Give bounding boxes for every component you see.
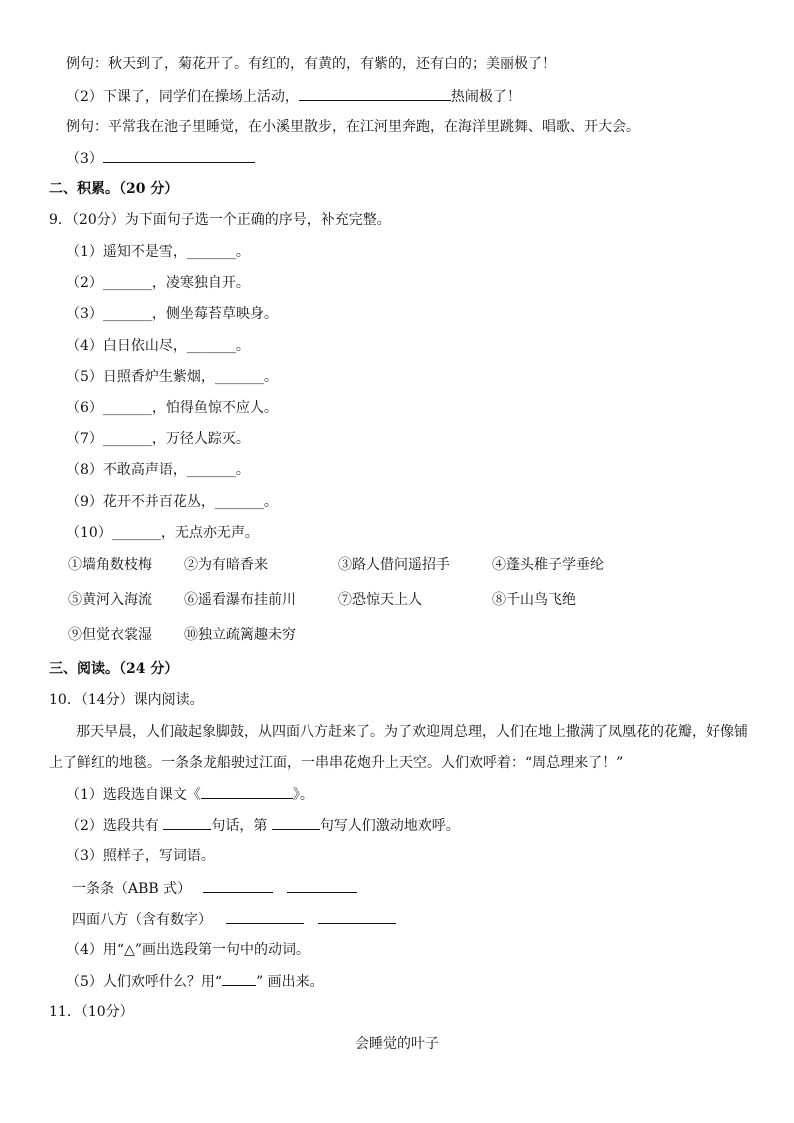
q9-header: 9．（20分）为下面句子选一个正确的序号，补充完整。 xyxy=(49,212,391,228)
q10-sub-2 xyxy=(66,815,460,836)
q9-option: ⑨但觉衣裳湿 xyxy=(68,627,152,643)
q10-sub-5-prefix: （5）人们欢呼什么？用“ xyxy=(66,974,223,990)
q10-sub-1-prefix: （1）选段选自课文《 xyxy=(66,787,201,803)
q9-item: （10）_______，无点亦无声。 xyxy=(66,525,259,541)
q9-option: ②为有暗香来 xyxy=(184,557,268,573)
section-title-accumulation: 二、积累。（20 分） xyxy=(49,181,179,197)
q8-item-2 xyxy=(66,86,521,107)
q9-option: ④蓬头稚子学垂纶 xyxy=(492,557,604,573)
q10-sub-3-line-1 xyxy=(72,878,357,899)
example-sentence-2: 例句：平常我在池子里睡觉，在小溪里散步，在江河里奔跑，在海洋里跳舞、唱歌、开大会。 xyxy=(66,119,640,135)
q9-option: ③路人借问遥招手 xyxy=(338,557,450,573)
q11-header: 11．（10分） xyxy=(49,1004,134,1020)
q8-item-2-suffix: 热闹极了！ xyxy=(450,89,521,105)
q10-sub-3-line-2-label: 四面八方（含有数字） xyxy=(72,912,212,928)
answer-blank[interactable] xyxy=(299,86,451,101)
reading-passage-line: 那天早晨，人们敲起象脚鼓，从四面八方赶来了。为了欢迎周总理，人们在地上撒满了凤凰花的花瓣，好像铺 xyxy=(76,724,748,740)
q10-sub-3-line-2 xyxy=(72,909,396,930)
q9-option: ⑦恐惊天上人 xyxy=(338,592,422,608)
q9-item: （7）_______，万径人踪灭。 xyxy=(66,431,250,447)
answer-blank[interactable] xyxy=(163,815,211,830)
underline-mark xyxy=(222,971,256,986)
reading-passage-line: 上了鲜红的地毯。一条条龙船驶过江面，一串串花炮升上天空。人们欢呼着：“周总理来了！” xyxy=(49,755,624,771)
q9-option: ⑤黄河入海流 xyxy=(68,592,152,608)
q9-item: （4）白日依山尽，_______。 xyxy=(66,338,250,354)
answer-blank[interactable] xyxy=(103,148,255,163)
answer-blank[interactable] xyxy=(226,909,304,924)
q9-option: ⑧千山鸟飞绝 xyxy=(492,592,576,608)
answer-blank[interactable] xyxy=(287,878,357,893)
q9-option: ⑥遥看瀑布挂前川 xyxy=(184,592,296,608)
q10-sub-3-line-1-label: 一条条（ABB 式） xyxy=(72,881,192,897)
q8-item-2-prefix: （2）下课了，同学们在操场上活动， xyxy=(66,89,299,105)
q9-option: ⑩独立疏篱趣未穷 xyxy=(184,627,296,643)
section-title-reading: 三、阅读。（24 分） xyxy=(49,661,179,677)
q9-item: （9）花开不并百花丛，_______。 xyxy=(66,494,278,510)
q10-sub-1-suffix: 》。 xyxy=(292,787,314,803)
q9-item: （5）日照香炉生紫烟，_______。 xyxy=(66,369,278,385)
q10-sub-1 xyxy=(66,784,314,805)
q9-item: （2）_______，凌寒独自开。 xyxy=(66,275,250,291)
q10-sub-2-part-a: （2）选段共有 xyxy=(66,818,164,834)
q9-item: （6）_______，怕得鱼惊不应人。 xyxy=(66,400,278,416)
answer-blank[interactable] xyxy=(201,784,293,799)
q10-sub-5 xyxy=(66,971,324,992)
q9-item: （8）不敢高声语，_______。 xyxy=(66,462,250,478)
answer-blank[interactable] xyxy=(272,815,320,830)
q9-item: （3）_______，侧坐莓苔草映身。 xyxy=(66,306,278,322)
q9-item: （1）遥知不是雪，_______。 xyxy=(66,244,250,260)
q10-sub-4: （4）用“△”画出选段第一句中的动词。 xyxy=(66,942,310,958)
answer-blank[interactable] xyxy=(318,909,396,924)
q10-sub-5-suffix: ” 画出来。 xyxy=(256,974,324,990)
example-sentence-1: 例句：秋天到了，菊花开了。有红的，有黄的，有紫的，还有白的；美丽极了！ xyxy=(66,56,556,72)
q8-item-3-prefix: （3） xyxy=(66,151,103,167)
q10-sub-2-part-b: 句话，第 xyxy=(211,818,272,834)
passage-title: 会睡觉的叶子 xyxy=(355,1036,439,1052)
q10-sub-3: （3）照样子，写词语。 xyxy=(66,848,215,864)
q10-header: 10．（14分）课内阅读。 xyxy=(49,692,204,708)
q9-option: ①墙角数枝梅 xyxy=(68,557,152,573)
answer-blank[interactable] xyxy=(203,878,273,893)
q8-item-3 xyxy=(66,148,255,169)
q10-sub-2-part-c: 句写人们激动地欢呼。 xyxy=(319,818,460,834)
